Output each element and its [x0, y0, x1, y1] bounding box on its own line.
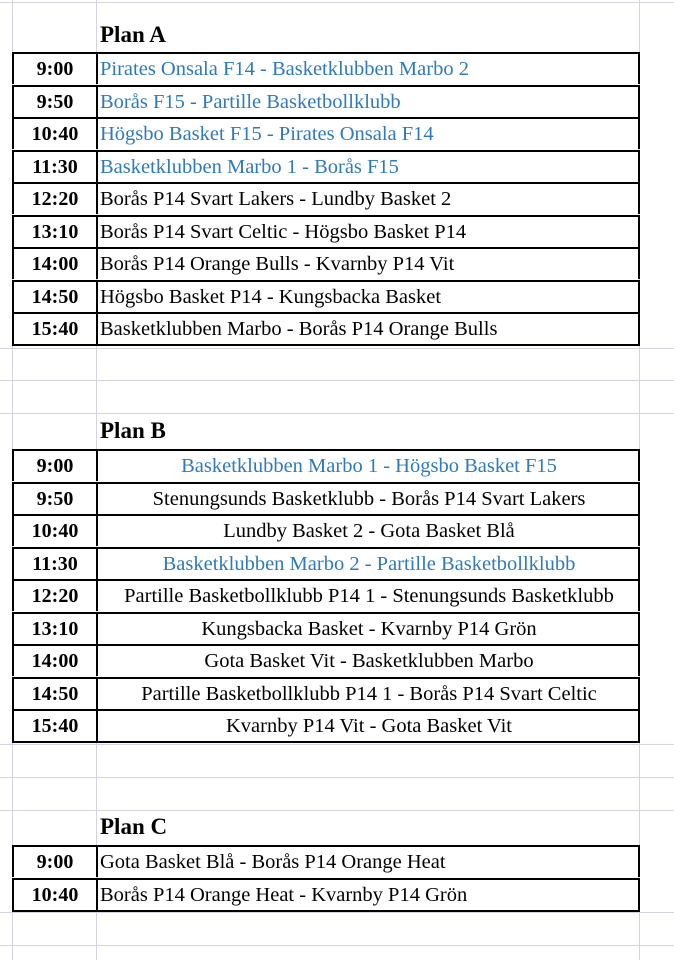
- table-row[interactable]: [12, 579, 640, 611]
- match-cell[interactable]: Partille Basketbollklubb P14 1 - Borås P14 Svart Celtic: [141, 682, 597, 705]
- time-cell[interactable]: 11:30: [14, 152, 98, 182]
- time-cell[interactable]: 13:10: [14, 614, 98, 644]
- match-cell[interactable]: Kvarnby P14 Vit - Gota Basket Vit: [225, 715, 513, 737]
- match-cell[interactable]: Basketklubben Marbo - Borås P14 Orange Bulls: [100, 318, 498, 340]
- time-cell[interactable]: 10:40: [14, 119, 98, 149]
- match-cell[interactable]: Lundby Basket 2 - Gota Basket Blå: [223, 520, 515, 542]
- grid-row-line: [0, 945, 674, 946]
- time-cell[interactable]: 12:20: [14, 581, 98, 611]
- plan-title: Plan B: [100, 418, 166, 443]
- time-cell[interactable]: 9:00: [14, 847, 98, 877]
- table-row[interactable]: [12, 280, 640, 312]
- match-cell[interactable]: Gota Basket Blå - Borås P14 Orange Heat: [100, 851, 446, 873]
- match-cell[interactable]: Basketklubben Marbo 1 - Borås F15: [100, 155, 399, 178]
- table-row[interactable]: [12, 482, 640, 514]
- table-row[interactable]: [12, 514, 640, 546]
- match-cell[interactable]: Partille Basketbollklubb P14 1 - Stenungsunds Basketklubb: [124, 585, 614, 607]
- match-cell[interactable]: Borås P14 Svart Celtic - Högsbo Basket P14: [100, 220, 467, 243]
- time-cell[interactable]: 14:50: [14, 282, 98, 312]
- grid-row-line: [0, 2, 674, 3]
- time-cell[interactable]: 14:00: [14, 646, 98, 676]
- table-row[interactable]: [12, 644, 640, 676]
- table-row[interactable]: [12, 547, 640, 579]
- match-cell[interactable]: Basketklubben Marbo 1 - Högsbo Basket F15: [181, 455, 557, 477]
- table-row[interactable]: [12, 312, 640, 346]
- match-cell[interactable]: Stenungsunds Basketklubb - Borås P14 Svart Lakers: [152, 487, 586, 510]
- time-cell[interactable]: 9:50: [14, 87, 98, 117]
- time-cell[interactable]: 11:30: [14, 549, 98, 579]
- plan-title: Plan A: [100, 22, 166, 47]
- match-cell[interactable]: Pirates Onsala F14 - Basketklubben Marbo 2: [100, 58, 469, 80]
- table-row[interactable]: [12, 247, 640, 279]
- grid-row-line: [0, 777, 674, 778]
- match-cell[interactable]: Borås P14 Orange Heat - Kvarnby P14 Grön: [100, 883, 468, 906]
- time-cell[interactable]: 13:10: [14, 217, 98, 247]
- table-row[interactable]: [12, 612, 640, 644]
- time-cell[interactable]: 10:40: [14, 880, 98, 910]
- match-cell[interactable]: Kungsbacka Basket - Kvarnby P14 Grön: [201, 617, 537, 640]
- grid-row-line: [0, 380, 674, 381]
- time-cell[interactable]: 15:40: [14, 314, 98, 344]
- table-row[interactable]: [12, 150, 640, 182]
- match-cell[interactable]: Högsbo Basket P14 - Kungsbacka Basket: [100, 285, 442, 308]
- time-cell[interactable]: 9:50: [14, 484, 98, 514]
- grid-row-line: [0, 348, 674, 349]
- table-row[interactable]: [12, 85, 640, 117]
- table-row[interactable]: [12, 709, 640, 743]
- table-row[interactable]: [12, 52, 640, 84]
- grid-row-line: [0, 912, 674, 913]
- match-cell[interactable]: Basketklubben Marbo 2 - Partille Basketbollklubb: [162, 552, 576, 575]
- table-row[interactable]: [12, 677, 640, 709]
- match-cell[interactable]: Borås F15 - Partille Basketbollklubb: [100, 90, 401, 113]
- table-row[interactable]: [12, 215, 640, 247]
- match-cell[interactable]: Borås P14 Orange Bulls - Kvarnby P14 Vit: [100, 253, 455, 275]
- table-row[interactable]: [12, 182, 640, 214]
- time-cell[interactable]: 12:20: [14, 184, 98, 214]
- time-cell[interactable]: 10:40: [14, 516, 98, 546]
- match-cell[interactable]: Borås P14 Svart Lakers - Lundby Basket 2: [100, 188, 452, 210]
- table-row[interactable]: [12, 117, 640, 149]
- time-cell[interactable]: 15:40: [14, 711, 98, 741]
- time-cell[interactable]: 9:00: [14, 451, 98, 481]
- grid-row-line: [0, 744, 674, 745]
- table-row[interactable]: [12, 878, 640, 912]
- match-cell[interactable]: Högsbo Basket F15 - Pirates Onsala F14: [100, 123, 434, 145]
- table-row[interactable]: [12, 845, 640, 877]
- table-row[interactable]: [12, 449, 640, 481]
- plan-title: Plan C: [100, 814, 168, 839]
- time-cell[interactable]: 14:50: [14, 679, 98, 709]
- time-cell[interactable]: 14:00: [14, 249, 98, 279]
- time-cell[interactable]: 9:00: [14, 54, 98, 84]
- match-cell[interactable]: Gota Basket Vit - Basketklubben Marbo: [204, 650, 534, 672]
